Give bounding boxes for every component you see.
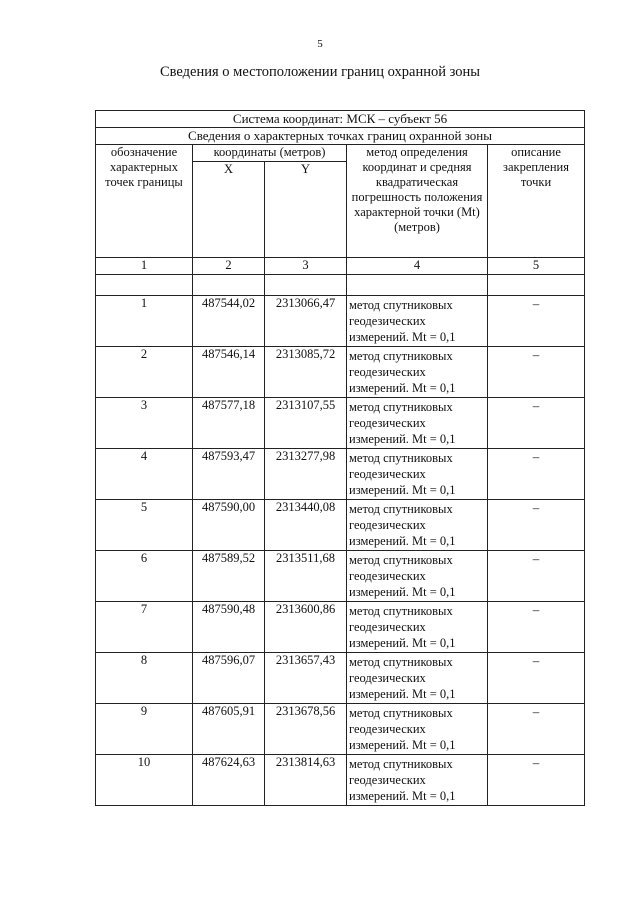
method-cell: метод спутниковых геодезических измерений. Mt = 0,1 <box>347 449 488 500</box>
y-coordinate-cell: 2313600,86 <box>265 602 347 653</box>
empty-cell <box>193 275 265 296</box>
table-row <box>96 398 585 449</box>
empty-cell <box>96 275 193 296</box>
y-coordinate-cell: 2313066,47 <box>265 296 347 347</box>
y-coordinate-cell: 2313277,98 <box>265 449 347 500</box>
x-coordinate-cell: 487593,47 <box>193 449 265 500</box>
method-cell: метод спутниковых геодезических измерений. Mt = 0,1 <box>347 755 488 806</box>
description-cell: – <box>488 500 585 551</box>
column-number: 3 <box>265 258 347 275</box>
x-coordinate-cell: 487590,00 <box>193 500 265 551</box>
point-id-cell: 9 <box>96 704 193 755</box>
empty-cell <box>347 275 488 296</box>
method-cell: метод спутниковых геодезических измерений. Mt = 0,1 <box>347 551 488 602</box>
description-cell: – <box>488 551 585 602</box>
table-row <box>96 500 585 551</box>
y-coordinate-cell: 2313085,72 <box>265 347 347 398</box>
description-cell: – <box>488 704 585 755</box>
table-row <box>96 755 585 806</box>
points-info-row <box>96 128 585 145</box>
table-row <box>96 653 585 704</box>
coordinate-system-cell: Система координат: МСК – субъект 56 <box>96 111 585 128</box>
point-id-cell: 7 <box>96 602 193 653</box>
table-row <box>96 449 585 500</box>
x-coordinate-cell: 487605,91 <box>193 704 265 755</box>
point-id-cell: 10 <box>96 755 193 806</box>
empty-cell <box>265 275 347 296</box>
empty-cell <box>488 275 585 296</box>
x-header: X <box>193 162 265 258</box>
description-cell: – <box>488 602 585 653</box>
column-number: 5 <box>488 258 585 275</box>
page-number: 5 <box>317 38 323 50</box>
x-coordinate-cell: 487590,48 <box>193 602 265 653</box>
method-cell: метод спутниковых геодезических измерений. Mt = 0,1 <box>347 602 488 653</box>
table-row <box>96 296 585 347</box>
points-info-cell: Сведения о характерных точках границ охранной зоны <box>96 128 585 145</box>
coordinate-system-row <box>96 111 585 128</box>
y-header: Y <box>265 162 347 258</box>
description-cell: – <box>488 449 585 500</box>
description-cell: – <box>488 347 585 398</box>
description-cell: – <box>488 653 585 704</box>
x-coordinate-cell: 487577,18 <box>193 398 265 449</box>
coordinates-header: координаты (метров) <box>193 145 347 162</box>
table-row <box>96 347 585 398</box>
document-title: Сведения о местоположении границ охранной зоны <box>159 64 480 80</box>
y-coordinate-cell: 2313440,08 <box>265 500 347 551</box>
x-coordinate-cell: 487596,07 <box>193 653 265 704</box>
column-number: 1 <box>96 258 193 275</box>
method-cell: метод спутниковых геодезических измерений. Mt = 0,1 <box>347 704 488 755</box>
column-number: 2 <box>193 258 265 275</box>
point-id-cell: 1 <box>96 296 193 347</box>
method-cell: метод спутниковых геодезических измерений. Mt = 0,1 <box>347 347 488 398</box>
data-rows <box>96 296 585 806</box>
point-id-cell: 5 <box>96 500 193 551</box>
description-cell: – <box>488 398 585 449</box>
method-cell: метод спутниковых геодезических измерений. Mt = 0,1 <box>347 296 488 347</box>
point-id-cell: 3 <box>96 398 193 449</box>
method-cell: метод спутниковых геодезических измерений. Mt = 0,1 <box>347 398 488 449</box>
table-row <box>96 551 585 602</box>
y-coordinate-cell: 2313678,56 <box>265 704 347 755</box>
y-coordinate-cell: 2313814,63 <box>265 755 347 806</box>
column-number: 4 <box>347 258 488 275</box>
x-coordinate-cell: 487624,63 <box>193 755 265 806</box>
characteristic-points-table <box>95 110 585 806</box>
point-id-cell: 8 <box>96 653 193 704</box>
description-header: описание закрепления точки <box>488 145 585 258</box>
x-coordinate-cell: 487544,02 <box>193 296 265 347</box>
y-coordinate-cell: 2313657,43 <box>265 653 347 704</box>
table-row <box>96 704 585 755</box>
x-coordinate-cell: 487546,14 <box>193 347 265 398</box>
column-numbers-row <box>96 258 585 275</box>
description-cell: – <box>488 755 585 806</box>
method-cell: метод спутниковых геодезических измерений. Mt = 0,1 <box>347 653 488 704</box>
y-coordinate-cell: 2313511,68 <box>265 551 347 602</box>
point-id-cell: 6 <box>96 551 193 602</box>
empty-row <box>96 275 585 296</box>
method-cell: метод спутниковых геодезических измерений. Mt = 0,1 <box>347 500 488 551</box>
point-id-cell: 4 <box>96 449 193 500</box>
method-header: метод определения координат и средняя квадратическая погрешность положения характерной точки (Mt) (метров) <box>347 145 488 258</box>
description-cell: – <box>488 296 585 347</box>
y-coordinate-cell: 2313107,55 <box>265 398 347 449</box>
x-coordinate-cell: 487589,52 <box>193 551 265 602</box>
table-row <box>96 602 585 653</box>
header-row <box>96 145 585 162</box>
designation-header: обозначение характерных точек границы <box>96 145 193 258</box>
point-id-cell: 2 <box>96 347 193 398</box>
